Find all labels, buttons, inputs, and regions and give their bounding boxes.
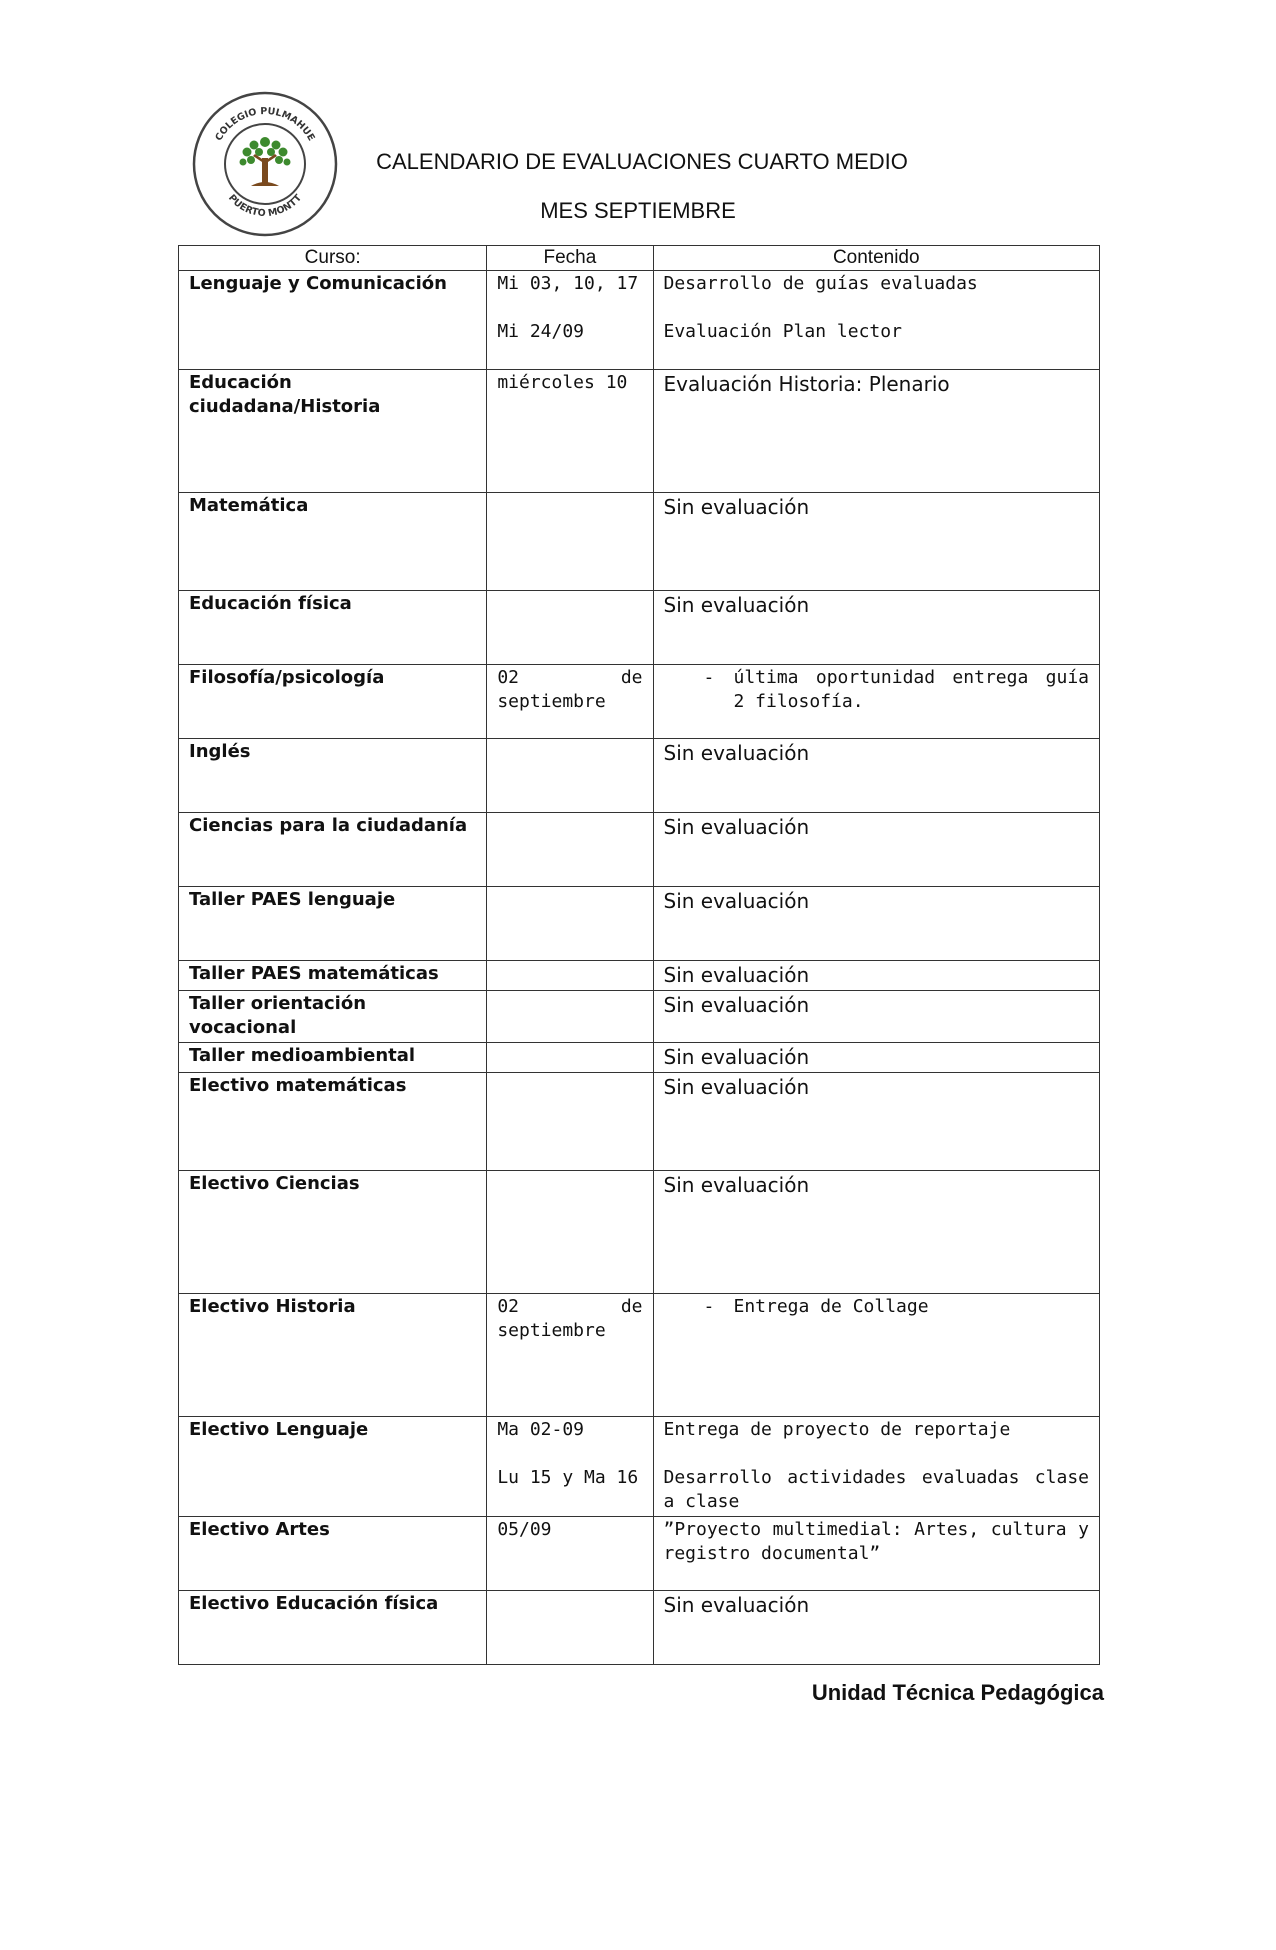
course-cell: Electivo Lenguaje bbox=[179, 1417, 487, 1517]
content-line: Entrega de proyecto de reportaje bbox=[663, 1419, 1011, 1440]
column-header-course: Curso: bbox=[179, 246, 487, 271]
content-cell: Evaluación Historia: Plenario bbox=[653, 370, 1100, 493]
date-month: septiembre bbox=[497, 691, 606, 712]
table-row bbox=[179, 887, 1100, 961]
content-cell: Sin evaluación bbox=[653, 887, 1100, 961]
course-cell: Filosofía/psicología bbox=[179, 665, 487, 739]
content-cell bbox=[653, 665, 1100, 739]
date-cell bbox=[487, 887, 653, 961]
content-cell: Sin evaluación bbox=[653, 813, 1100, 887]
date-cell bbox=[487, 991, 653, 1043]
table-row bbox=[179, 739, 1100, 813]
content-line: Entrega de Collage bbox=[733, 1296, 929, 1317]
date-cell bbox=[487, 1294, 653, 1417]
content-line: última oportunidad entrega guía 2 filosofía. bbox=[733, 667, 1089, 712]
date-cell bbox=[487, 1591, 653, 1665]
content-cell: Sin evaluación bbox=[653, 591, 1100, 665]
course-cell: Taller medioambiental bbox=[179, 1043, 487, 1073]
course-cell: Ciencias para la ciudadanía bbox=[179, 813, 487, 887]
date-cell bbox=[487, 1043, 653, 1073]
course-cell: Taller PAES lenguaje bbox=[179, 887, 487, 961]
course-cell: Educación ciudadana/Historia bbox=[179, 370, 487, 493]
date-line: Mi 03, 10, 17 bbox=[497, 273, 639, 294]
content-cell: Sin evaluación bbox=[653, 493, 1100, 591]
content-line: Desarrollo de guías evaluadas bbox=[663, 273, 978, 294]
footer-signature: Unidad Técnica Pedagógica bbox=[811, 1680, 1104, 1705]
table-row bbox=[179, 493, 1100, 591]
course-cell: Electivo Artes bbox=[179, 1517, 487, 1591]
course-cell: Electivo Historia bbox=[179, 1294, 487, 1417]
school-logo bbox=[191, 90, 339, 238]
table-row bbox=[179, 271, 1100, 370]
table-row bbox=[179, 1517, 1100, 1591]
table-row bbox=[179, 1171, 1100, 1294]
bullet-dash: - bbox=[703, 667, 715, 688]
bullet-dash: - bbox=[703, 1296, 715, 1317]
content-line: Desarrollo actividades evaluadas clase a clase bbox=[663, 1467, 1089, 1512]
date-cell bbox=[487, 813, 653, 887]
course-cell: Electivo Ciencias bbox=[179, 1171, 487, 1294]
date-cell bbox=[487, 493, 653, 591]
course-cell: Taller orientación vocacional bbox=[179, 991, 487, 1043]
date-cell bbox=[487, 591, 653, 665]
table-row bbox=[179, 370, 1100, 493]
course-cell: Educación física bbox=[179, 591, 487, 665]
course-cell: Lenguaje y Comunicación bbox=[179, 271, 487, 370]
content-cell: Sin evaluación bbox=[653, 1043, 1100, 1073]
date-de: de bbox=[620, 667, 643, 688]
table-row bbox=[179, 813, 1100, 887]
date-cell bbox=[487, 961, 653, 991]
course-cell: Inglés bbox=[179, 739, 487, 813]
date-line: Ma 02-09 bbox=[497, 1419, 585, 1440]
date-cell bbox=[487, 1073, 653, 1171]
table-row bbox=[179, 1591, 1100, 1665]
table-row bbox=[179, 1043, 1100, 1073]
column-header-date: Fecha bbox=[487, 246, 653, 271]
date-cell: miércoles 10 bbox=[487, 370, 653, 493]
date-cell bbox=[487, 271, 653, 370]
svg-text:PUERTO MONTT: PUERTO MONTT bbox=[226, 192, 304, 220]
content-cell: Sin evaluación bbox=[653, 961, 1100, 991]
course-cell: Electivo Educación física bbox=[179, 1591, 487, 1665]
content-cell: Sin evaluación bbox=[653, 739, 1100, 813]
evaluation-table bbox=[178, 245, 1100, 1665]
table-row bbox=[179, 1073, 1100, 1171]
content-cell: Sin evaluación bbox=[653, 1591, 1100, 1665]
date-day: 02 bbox=[497, 667, 520, 688]
course-cell: Taller PAES matemáticas bbox=[179, 961, 487, 991]
content-cell: Sin evaluación bbox=[653, 991, 1100, 1043]
page-title: CALENDARIO DE EVALUACIONES CUARTO MEDIO bbox=[376, 149, 908, 174]
table-row bbox=[179, 961, 1100, 991]
table-row bbox=[179, 591, 1100, 665]
date-cell bbox=[487, 1171, 653, 1294]
date-month: septiembre bbox=[497, 1320, 606, 1341]
course-cell: Electivo matemáticas bbox=[179, 1073, 487, 1171]
table-row bbox=[179, 1417, 1100, 1517]
date-cell bbox=[487, 665, 653, 739]
date-de: de bbox=[620, 1296, 643, 1317]
content-cell bbox=[653, 271, 1100, 370]
date-cell bbox=[487, 1417, 653, 1517]
content-line: Evaluación Plan lector bbox=[663, 321, 902, 342]
date-cell: 05/09 bbox=[487, 1517, 653, 1591]
column-header-content: Contenido bbox=[653, 246, 1100, 271]
content-cell: Sin evaluación bbox=[653, 1073, 1100, 1171]
course-cell: Matemática bbox=[179, 493, 487, 591]
content-cell: ”Proyecto multimedial: Artes, cultura y registro documental” bbox=[653, 1517, 1100, 1591]
page-subtitle: MES SEPTIEMBRE bbox=[540, 198, 736, 223]
svg-text:COLEGIO PULMAHUE: COLEGIO PULMAHUE bbox=[213, 105, 317, 143]
date-line: Lu 15 y Ma 16 bbox=[497, 1467, 639, 1488]
content-cell bbox=[653, 1294, 1100, 1417]
table-row bbox=[179, 991, 1100, 1043]
date-day: 02 bbox=[497, 1296, 520, 1317]
table-row bbox=[179, 1294, 1100, 1417]
date-cell bbox=[487, 739, 653, 813]
table-header-row bbox=[179, 246, 1100, 271]
content-cell bbox=[653, 1417, 1100, 1517]
table-row bbox=[179, 665, 1100, 739]
content-cell: Sin evaluación bbox=[653, 1171, 1100, 1294]
date-line: Mi 24/09 bbox=[497, 321, 585, 342]
